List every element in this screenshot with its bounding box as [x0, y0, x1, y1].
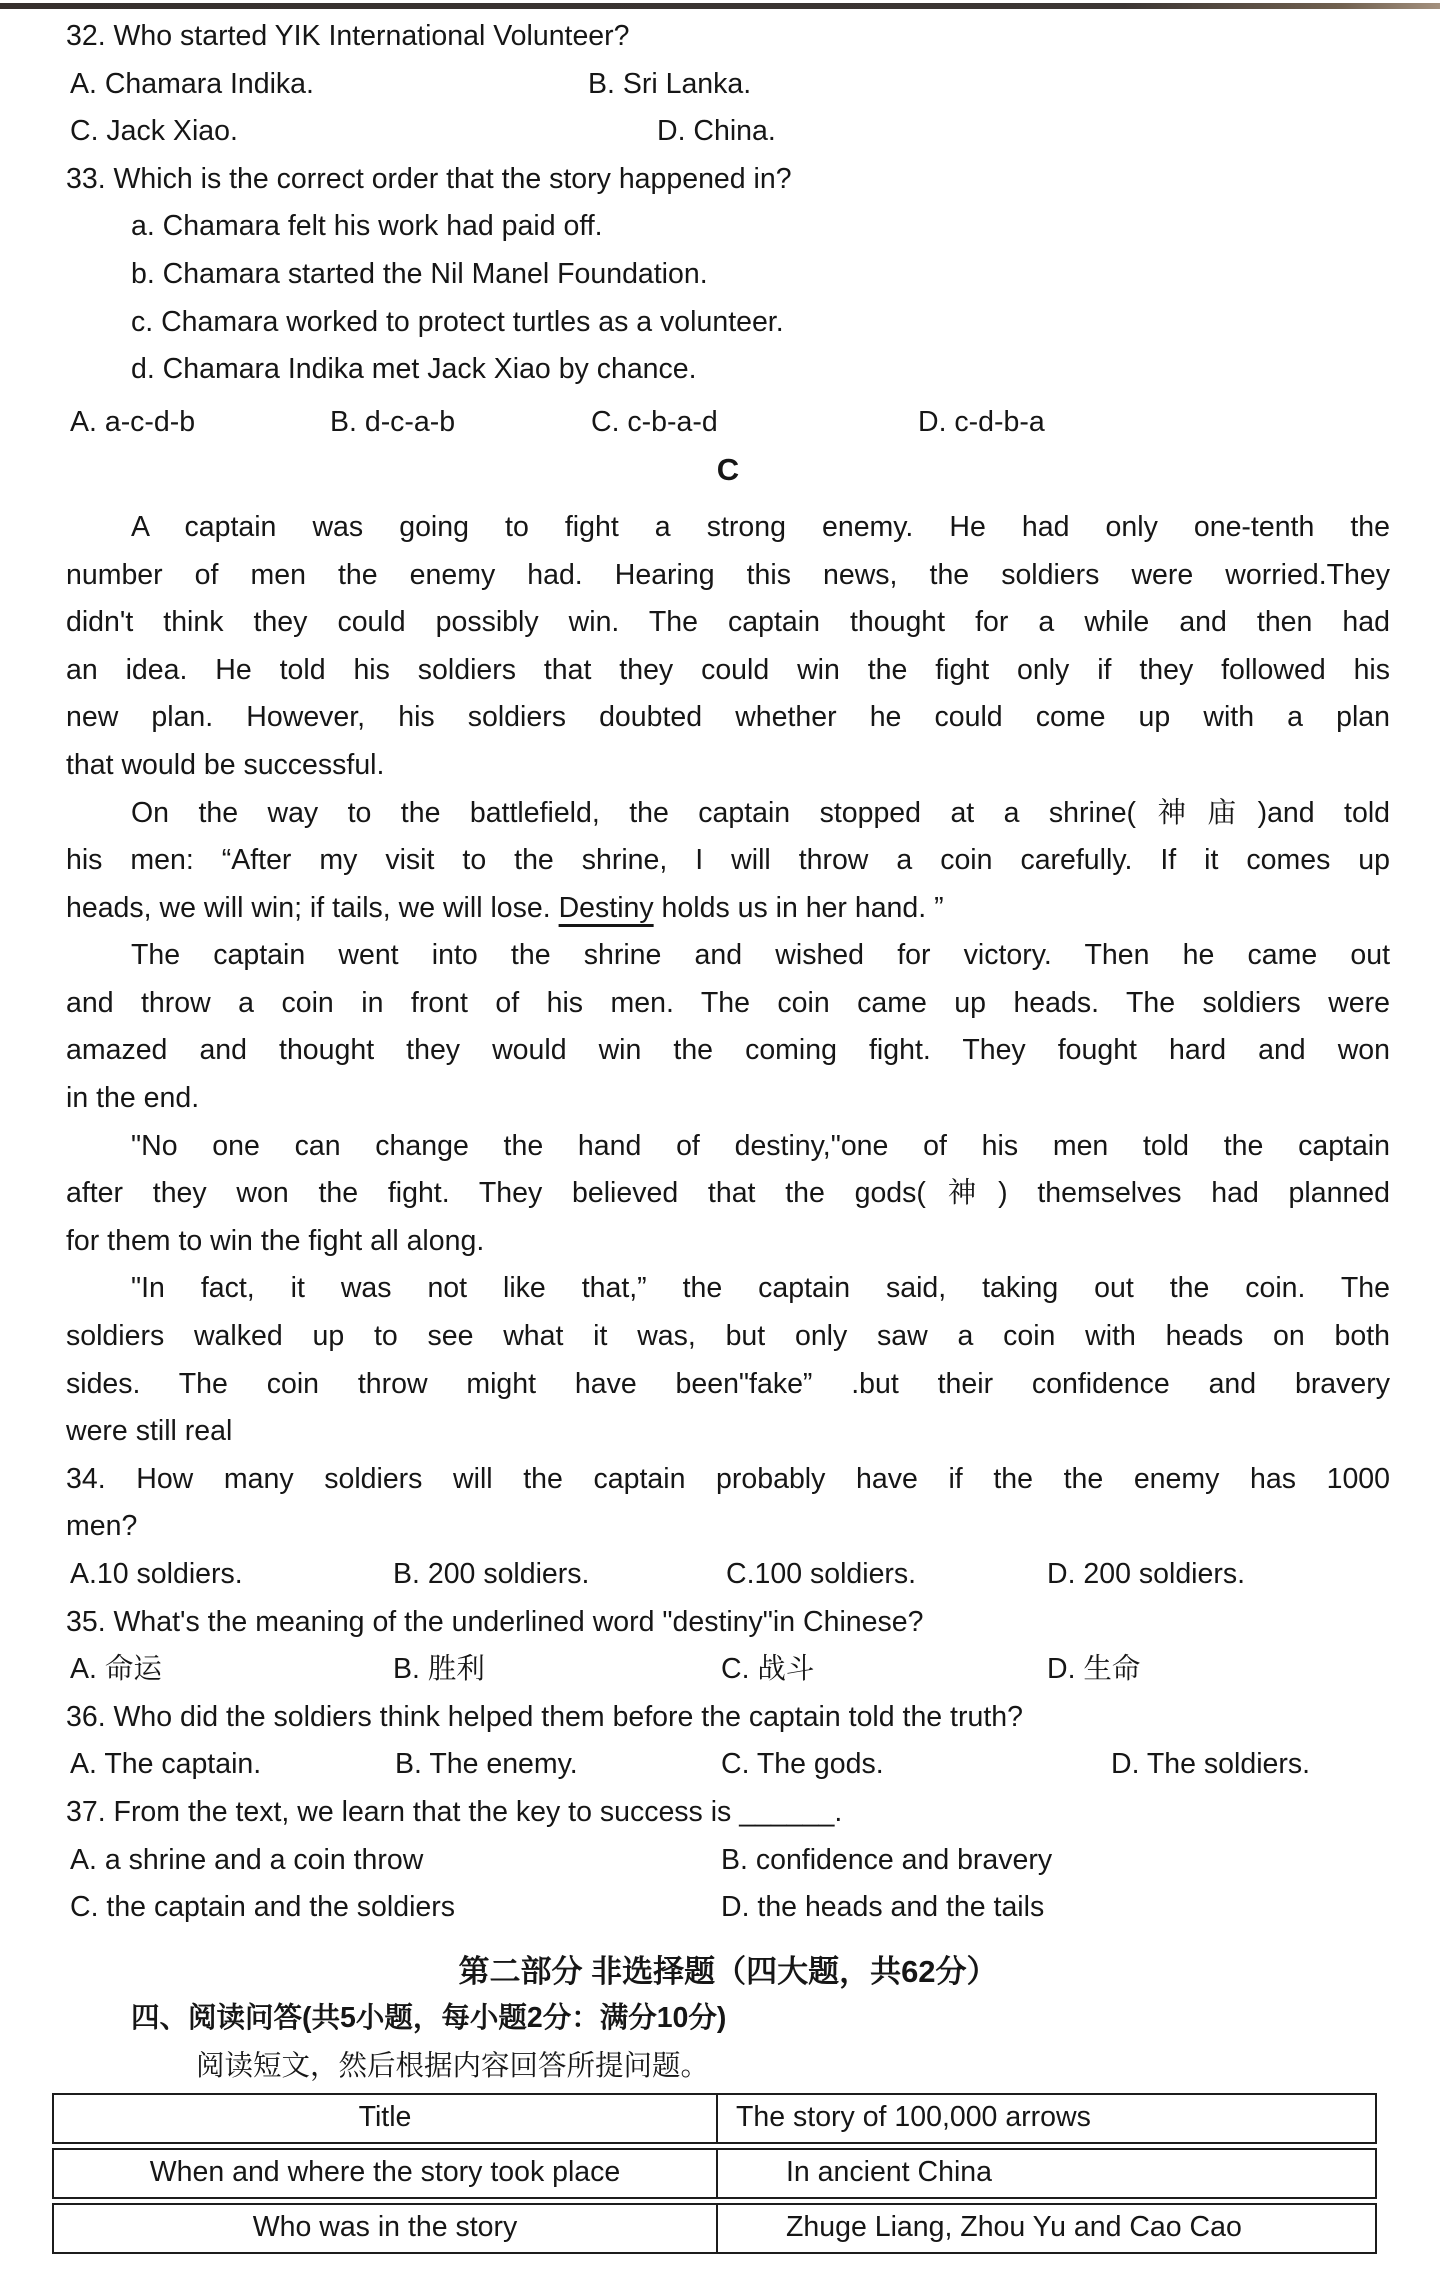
question-32-options-row-1: [66, 61, 1390, 109]
passage-c-paragraph-2: [66, 790, 1390, 933]
exam-page: [0, 9, 1440, 2254]
option-item: A. 命运: [70, 1653, 162, 1686]
text-line: men?: [66, 1510, 138, 1543]
passage-c-heading: C: [716, 452, 740, 488]
text-line: 34. How many soldiers will the captain probably have if the the enemy has 1000: [66, 1462, 1390, 1495]
question-32-stem: 32. Who started YIK International Volunteer?: [66, 20, 630, 52]
option-item: D. China.: [657, 115, 776, 148]
text-line: an idea. He told his soldiers that they could win the fight only if they followed his: [66, 653, 1390, 686]
option-item: C. c-b-a-d: [591, 405, 718, 438]
table-cell-value: The story of 100,000 arrows: [736, 2101, 1091, 2134]
option-item: C. 战斗: [721, 1653, 815, 1686]
underlined-word: Destiny: [558, 891, 654, 924]
question-37-options-row-2: [66, 1884, 1390, 1932]
question-35-stem: 35. What's the meaning of the underlined word "destiny"in Chinese?: [66, 1605, 924, 1638]
part-4-instruction: 阅读短文，然后根据内容回答所提问题。: [196, 2049, 710, 2082]
option-item: A. Chamara Indika.: [70, 67, 314, 100]
question-33-stem: 33. Which is the correct order that the story happened in?: [66, 162, 792, 195]
table-row: [52, 2203, 1377, 2254]
question-37-options-row-1: [66, 1837, 1390, 1885]
option-item: A. a shrine and a coin throw: [70, 1843, 424, 1876]
reading-table: [52, 2093, 1377, 2254]
text-line: heads, we will win; if tails, we will lose. Destiny holds us in her hand. ”: [66, 891, 944, 924]
table-cell-value: Zhuge Liang, Zhou Yu and Cao Cao: [786, 2211, 1242, 2244]
table-cell-label: Who was in the story: [54, 2205, 718, 2252]
question-35-options-row: [66, 1646, 1390, 1694]
table-cell-label: When and where the story took place: [54, 2150, 718, 2197]
question-37-stem: 37. From the text, we learn that the key to success is ______.: [66, 1795, 843, 1828]
option-item: D. c-d-b-a: [918, 405, 1045, 438]
text-line: On the way to the battlefield, the captain stopped at a shrine(神庙)and told: [131, 796, 1390, 829]
text-line: in the end.: [66, 1082, 200, 1115]
question-33-options-row: [66, 399, 1390, 447]
question-34-stem: [66, 1456, 1390, 1551]
table-row: [52, 2093, 1377, 2144]
question-36-options-row: [66, 1741, 1390, 1789]
option-item: B. 200 soldiers.: [393, 1558, 590, 1590]
text-line: b. Chamara started the Nil Manel Foundation.: [131, 257, 708, 290]
option-item: C.100 soldiers.: [726, 1558, 917, 1590]
text-line: a. Chamara felt his work had paid off.: [131, 210, 603, 243]
text-line: sides. The coin throw might have been"fake” .but their confidence and bravery: [66, 1367, 1390, 1400]
option-item: D. The soldiers.: [1111, 1748, 1311, 1781]
text-line: after they won the fight. They believed that the gods(神) themselves had planned: [66, 1177, 1390, 1210]
text-line: "In fact, it was not like that,” the captain said, taking out the coin. The: [131, 1272, 1390, 1305]
table-cell-label: Title: [54, 2095, 718, 2142]
text-line: new plan. However, his soldiers doubted whether he could come up with a plan: [66, 701, 1390, 734]
part-2-section-heading: 第二部分 非选择题（四大题，共62分）: [458, 1953, 998, 1989]
text-line: amazed and thought they would win the coming fight. They fought hard and won: [66, 1034, 1390, 1067]
option-item: D. 生命: [1047, 1653, 1141, 1686]
option-item: A. The captain.: [70, 1748, 262, 1781]
passage-c-paragraph-3: [66, 932, 1390, 1122]
text-line: number of men the enemy had. Hearing this news, the soldiers were worried.They: [66, 558, 1390, 591]
passage-c-paragraph-4: [66, 1123, 1390, 1266]
passage-c-paragraph-5: [66, 1265, 1390, 1455]
text-line: were still real: [66, 1415, 233, 1448]
option-item: A. a-c-d-b: [70, 405, 196, 438]
option-item: B. 胜利: [393, 1653, 485, 1686]
part-4-heading: 四、阅读问答(共5小题，每小题2分：满分10分): [131, 2002, 727, 2035]
option-item: A.10 soldiers.: [70, 1558, 243, 1590]
text-line: d. Chamara Indika met Jack Xiao by chance.: [131, 353, 697, 386]
question-33-sequence-items: [66, 203, 1390, 393]
option-item: C. the captain and the soldiers: [70, 1891, 455, 1924]
text-line: that would be successful.: [66, 748, 385, 781]
text-line: soldiers walked up to see what it was, but only saw a coin with heads on both: [66, 1320, 1390, 1353]
option-item: C. Jack Xiao.: [70, 115, 238, 148]
text-line: and throw a coin in front of his men. The coin came up heads. The soldiers were: [66, 986, 1390, 1019]
text-line: A captain was going to fight a strong enemy. He had only one-tenth the: [131, 510, 1390, 543]
passage-c-paragraph-1: [66, 504, 1390, 790]
question-36-stem: 36. Who did the soldiers think helped them before the captain told the truth?: [66, 1700, 1023, 1733]
text-line: for them to win the fight all along.: [66, 1224, 485, 1257]
question-34-options-row: [66, 1551, 1390, 1599]
text-line: didn't think they could possibly win. The captain thought for a while and then had: [66, 606, 1390, 639]
text-line: "No one can change the hand of destiny,"one of his men told the captain: [131, 1129, 1390, 1162]
option-item: D. 200 soldiers.: [1047, 1558, 1246, 1590]
text-line: The captain went into the shrine and wished for victory. Then he came out: [131, 939, 1390, 972]
table-row: [52, 2148, 1377, 2199]
option-item: B. The enemy.: [395, 1748, 578, 1781]
table-cell-value: In ancient China: [786, 2156, 992, 2189]
text-line: his men: “After my visit to the shrine, I will throw a coin carefully. If it comes up: [66, 844, 1390, 877]
option-item: B. Sri Lanka.: [588, 67, 752, 100]
option-item: D. the heads and the tails: [721, 1891, 1045, 1924]
question-32-options-row-2: [66, 108, 1390, 156]
option-item: B. d-c-a-b: [330, 405, 456, 438]
option-item: C. The gods.: [721, 1748, 884, 1781]
option-item: B. confidence and bravery: [721, 1843, 1053, 1876]
text-line: c. Chamara worked to protect turtles as a volunteer.: [131, 305, 784, 338]
